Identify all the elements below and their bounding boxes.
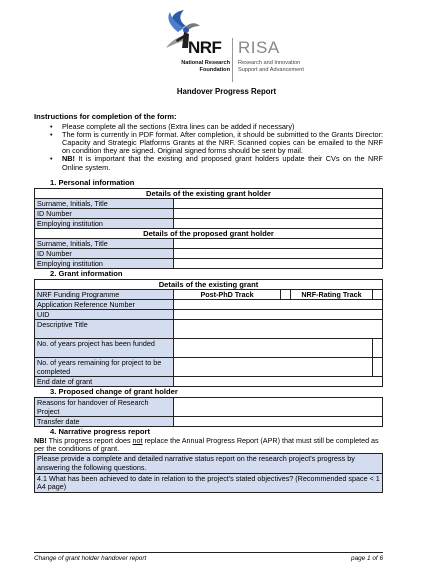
proposed-id-label: ID Number (35, 248, 174, 258)
proposed-surname-label: Surname, Initials, Title (35, 238, 174, 248)
narrative-nb-note (34, 437, 383, 454)
nb-text: It is important that the existing and proposed grant holders update their CVs on the NRF Online system. (62, 154, 383, 172)
end-date-label: End date of grant (35, 376, 174, 386)
post-phd-track-option[interactable]: Post-PhD Track (174, 289, 281, 299)
instructions-list (50, 123, 383, 172)
existing-holder-header: Details of the existing grant holder (35, 188, 383, 198)
reasons-field[interactable] (174, 397, 383, 416)
instructions-heading: Instructions for completion of the form: (34, 111, 177, 121)
end-date-field[interactable] (174, 376, 383, 386)
nrf-subtitle-line-2: Foundation (199, 66, 230, 73)
existing-grant-header: Details of the existing grant (35, 279, 383, 289)
nrf-wordmark: NRF (188, 38, 222, 57)
grant-info-table (34, 279, 383, 387)
risa-subtitle (238, 60, 304, 73)
page-footer (34, 552, 383, 562)
uid-field[interactable] (174, 309, 383, 319)
descriptive-title-field[interactable] (174, 319, 383, 338)
existing-surname-label: Surname, Initials, Title (35, 198, 174, 208)
personal-info-table (34, 188, 383, 269)
instruction-item: • The form is currently in PDF format. After completion, it should be submitted to the Grants Director: Capacity and Strategic Platforms Grants at the NRF. Scanned copies can be emailed to the NRF on condition they are signed. Original signed forms should be sent by mail. (50, 131, 383, 156)
years-funded-extra[interactable] (372, 338, 382, 357)
app-ref-field[interactable] (174, 299, 383, 309)
risa-wordmark: RISA (238, 38, 280, 57)
header (34, 0, 383, 84)
existing-id-field[interactable] (174, 208, 383, 218)
nb-pre-text: This progress report does (46, 435, 133, 445)
existing-institution-label: Employing institution (35, 218, 174, 228)
nb-post-text: replace the Annual Progress Report (APR) that must still be completed as per the conditions of grant. (34, 435, 379, 453)
instruction-item: • Please complete all the sections (Extra lines can be added if necessary) (50, 123, 383, 131)
existing-surname-field[interactable] (174, 198, 383, 208)
years-funded-label: No. of years project has been funded (35, 338, 174, 357)
narrative-instructions-box: Please provide a complete and detailed narrative status report on the research project's progress by answering the following questions. (34, 453, 383, 474)
change-holder-table (34, 397, 383, 427)
logo-divider (232, 38, 233, 82)
nrf-subtitle-line-1: National Research (181, 60, 230, 66)
proposed-surname-field[interactable] (174, 238, 383, 248)
proposed-holder-header: Details of the proposed grant holder (35, 228, 383, 238)
uid-label: UID (35, 309, 174, 319)
existing-institution-field[interactable] (174, 218, 383, 228)
proposed-id-field[interactable] (174, 248, 383, 258)
years-remaining-extra[interactable] (372, 357, 382, 376)
transfer-date-field[interactable] (174, 416, 383, 426)
nrf-subtitle (154, 60, 230, 73)
section-4-heading: 4. Narrative progress report (50, 426, 151, 436)
descriptive-title-label: Descriptive Title (35, 319, 174, 338)
years-funded-field[interactable] (174, 338, 373, 357)
risa-subtitle-line-2: Support and Advancement (238, 66, 304, 73)
instructions (34, 113, 383, 172)
instruction-item-nb (50, 155, 383, 171)
funding-programme-label: NRF Funding Programme (35, 289, 174, 299)
nb-not-text: not (132, 435, 143, 445)
footer-page-number: page 1 of 6 (351, 555, 383, 562)
years-remaining-field[interactable] (174, 357, 373, 376)
transfer-date-label: Transfer date (35, 416, 174, 426)
proposed-institution-label: Employing institution (35, 258, 174, 268)
document-title: Handover Progress Report (176, 87, 277, 96)
proposed-institution-field[interactable] (174, 258, 383, 268)
nb-label: NB! (62, 154, 75, 164)
section-2-heading: 2. Grant information (50, 268, 123, 278)
app-ref-label: Application Reference Number (35, 299, 174, 309)
question-4-1-box: 4.1 What has been achieved to date in relation to the project's stated objectives? (Recommended space < 1 A4 page) (34, 474, 383, 494)
nb-label-4: NB! (34, 435, 47, 445)
years-remaining-label: No. of years remaining for project to be completed (35, 357, 174, 376)
footer-doc-name: Change of grant holder handover report (34, 555, 147, 562)
nrf-rating-checkbox[interactable] (372, 289, 382, 299)
reasons-label: Reasons for handover of Research Project (35, 397, 174, 416)
section-3-heading: 3. Proposed change of grant holder (50, 386, 178, 396)
post-phd-checkbox[interactable] (281, 289, 291, 299)
existing-id-label: ID Number (35, 208, 174, 218)
nrf-rating-track-option[interactable]: NRF-Rating Track (291, 289, 373, 299)
section-1-heading: 1. Personal information (50, 177, 135, 187)
risa-subtitle-line-1: Research and Innovation (238, 60, 301, 66)
nrf-risa-logo (152, 8, 342, 80)
